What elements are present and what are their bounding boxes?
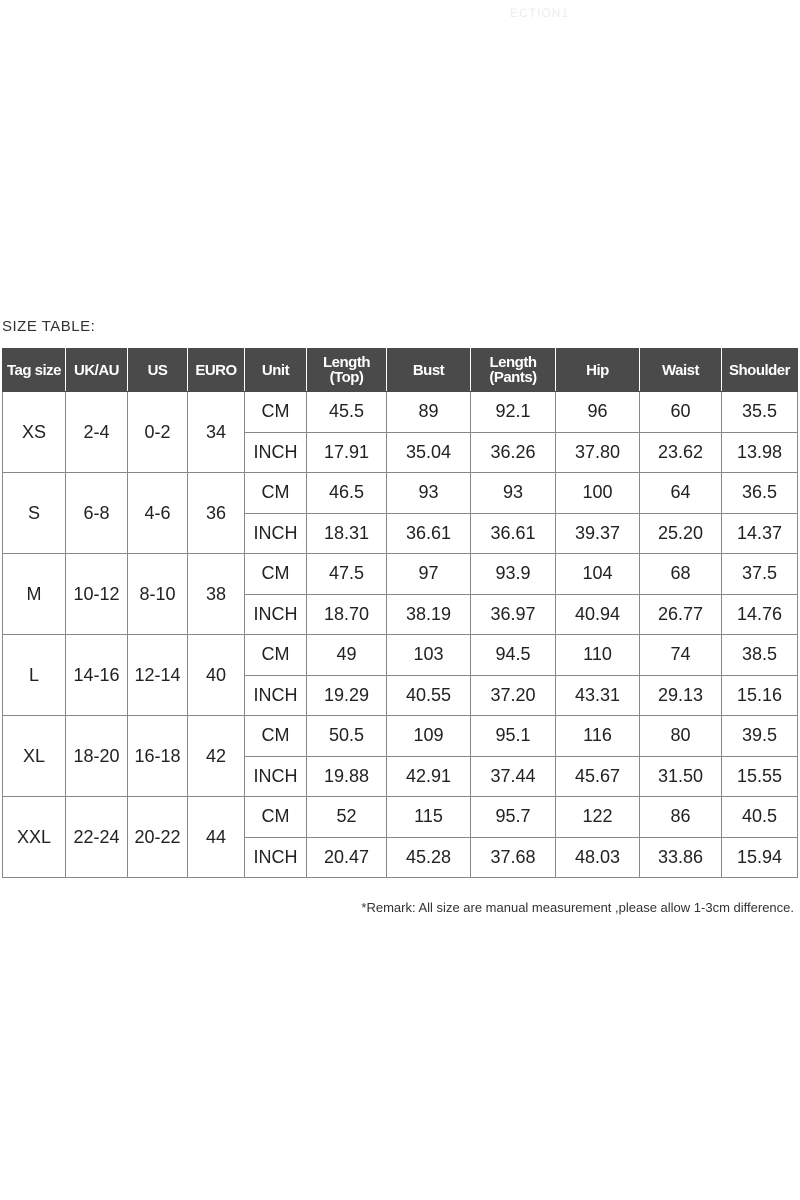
cell-euro: 40 (188, 635, 245, 716)
cell-hip: 40.94 (556, 594, 640, 635)
header-euro: EURO (188, 349, 245, 392)
cell-shoulder: 39.5 (722, 716, 798, 757)
cell-bust: 115 (387, 797, 471, 838)
cell-uk-au: 22-24 (66, 797, 128, 878)
cell-tag-size: M (3, 554, 66, 635)
cell-waist: 31.50 (640, 756, 722, 797)
cell-euro: 44 (188, 797, 245, 878)
cell-unit: INCH (245, 513, 307, 554)
header-waist: Waist (640, 349, 722, 392)
cell-length-pants: 37.44 (471, 756, 556, 797)
cell-tag-size: XS (3, 392, 66, 473)
cell-hip: 100 (556, 473, 640, 514)
table-row (3, 635, 798, 676)
cell-euro: 34 (188, 392, 245, 473)
cell-shoulder: 15.55 (722, 756, 798, 797)
cell-bust: 40.55 (387, 675, 471, 716)
cell-hip: 45.67 (556, 756, 640, 797)
cell-length-top: 46.5 (307, 473, 387, 514)
cell-length-pants: 93 (471, 473, 556, 514)
cell-length-pants: 94.5 (471, 635, 556, 676)
cell-euro: 42 (188, 716, 245, 797)
cell-hip: 48.03 (556, 837, 640, 878)
cell-us: 8-10 (128, 554, 188, 635)
cell-tag-size: XL (3, 716, 66, 797)
cell-unit: INCH (245, 432, 307, 473)
size-table (2, 348, 798, 878)
cell-length-top: 20.47 (307, 837, 387, 878)
cell-hip: 43.31 (556, 675, 640, 716)
cell-bust: 97 (387, 554, 471, 595)
cell-us: 0-2 (128, 392, 188, 473)
cell-uk-au: 14-16 (66, 635, 128, 716)
cell-waist: 25.20 (640, 513, 722, 554)
header-unit: Unit (245, 349, 307, 392)
cell-shoulder: 35.5 (722, 392, 798, 433)
cell-shoulder: 14.76 (722, 594, 798, 635)
cell-length-pants: 37.20 (471, 675, 556, 716)
header-tag-size: Tag size (3, 349, 66, 392)
cell-unit: CM (245, 554, 307, 595)
cell-length-top: 19.88 (307, 756, 387, 797)
cell-hip: 39.37 (556, 513, 640, 554)
cell-bust: 103 (387, 635, 471, 676)
cell-tag-size: S (3, 473, 66, 554)
header-us: US (128, 349, 188, 392)
header-length-pants (471, 349, 556, 392)
cell-hip: 96 (556, 392, 640, 433)
table-row (3, 473, 798, 514)
cell-shoulder: 38.5 (722, 635, 798, 676)
cell-bust: 35.04 (387, 432, 471, 473)
cell-us: 4-6 (128, 473, 188, 554)
cell-shoulder: 15.94 (722, 837, 798, 878)
header-length-pants-line2: (Pants) (489, 369, 537, 386)
cell-length-pants: 92.1 (471, 392, 556, 433)
cell-waist: 33.86 (640, 837, 722, 878)
header-length-pants-line1: Length (489, 354, 537, 371)
table-row (3, 797, 798, 838)
table-header (3, 349, 798, 392)
table-row (3, 554, 798, 595)
cell-length-top: 17.91 (307, 432, 387, 473)
cell-length-pants: 93.9 (471, 554, 556, 595)
cell-unit: INCH (245, 837, 307, 878)
cell-length-pants: 95.7 (471, 797, 556, 838)
cell-length-pants: 95.1 (471, 716, 556, 757)
cell-length-top: 18.31 (307, 513, 387, 554)
cell-unit: CM (245, 392, 307, 433)
cell-unit: CM (245, 716, 307, 757)
table-body (3, 392, 798, 878)
header-bust: Bust (387, 349, 471, 392)
cell-shoulder: 36.5 (722, 473, 798, 514)
cell-bust: 93 (387, 473, 471, 514)
cell-bust: 89 (387, 392, 471, 433)
cell-unit: INCH (245, 675, 307, 716)
cell-us: 20-22 (128, 797, 188, 878)
cell-bust: 36.61 (387, 513, 471, 554)
cell-waist: 23.62 (640, 432, 722, 473)
cell-uk-au: 6-8 (66, 473, 128, 554)
cell-unit: CM (245, 635, 307, 676)
cell-hip: 110 (556, 635, 640, 676)
cell-bust: 45.28 (387, 837, 471, 878)
cell-shoulder: 37.5 (722, 554, 798, 595)
cell-tag-size: L (3, 635, 66, 716)
cell-bust: 38.19 (387, 594, 471, 635)
cell-waist: 60 (640, 392, 722, 433)
header-length-top-line1: Length (323, 354, 370, 371)
table-row (3, 716, 798, 757)
cell-bust: 109 (387, 716, 471, 757)
table-row (3, 392, 798, 433)
header-shoulder: Shoulder (722, 349, 798, 392)
cell-hip: 37.80 (556, 432, 640, 473)
cell-uk-au: 18-20 (66, 716, 128, 797)
header-length-top (307, 349, 387, 392)
cell-length-top: 18.70 (307, 594, 387, 635)
cell-waist: 26.77 (640, 594, 722, 635)
cell-us: 12-14 (128, 635, 188, 716)
cell-unit: INCH (245, 756, 307, 797)
cell-tag-size: XXL (3, 797, 66, 878)
cell-bust: 42.91 (387, 756, 471, 797)
cell-shoulder: 15.16 (722, 675, 798, 716)
cell-uk-au: 2-4 (66, 392, 128, 473)
cell-length-top: 19.29 (307, 675, 387, 716)
cell-unit: CM (245, 473, 307, 514)
cell-shoulder: 13.98 (722, 432, 798, 473)
header-row (3, 349, 798, 392)
cell-length-pants: 36.97 (471, 594, 556, 635)
cell-waist: 86 (640, 797, 722, 838)
size-table-title: SIZE TABLE: (2, 318, 96, 335)
faint-section-label: ECTION1 (510, 6, 570, 20)
cell-waist: 80 (640, 716, 722, 757)
remark-note: *Remark: All size are manual measurement ,please allow 1-3cm difference. (361, 900, 794, 915)
cell-waist: 29.13 (640, 675, 722, 716)
cell-length-pants: 36.61 (471, 513, 556, 554)
cell-euro: 36 (188, 473, 245, 554)
cell-uk-au: 10-12 (66, 554, 128, 635)
cell-length-pants: 37.68 (471, 837, 556, 878)
cell-waist: 74 (640, 635, 722, 676)
cell-length-pants: 36.26 (471, 432, 556, 473)
cell-hip: 104 (556, 554, 640, 595)
cell-hip: 122 (556, 797, 640, 838)
cell-length-top: 45.5 (307, 392, 387, 433)
cell-waist: 64 (640, 473, 722, 514)
cell-shoulder: 14.37 (722, 513, 798, 554)
header-length-top-line2: (Top) (329, 369, 364, 386)
cell-length-top: 50.5 (307, 716, 387, 757)
cell-hip: 116 (556, 716, 640, 757)
cell-waist: 68 (640, 554, 722, 595)
header-hip: Hip (556, 349, 640, 392)
cell-length-top: 52 (307, 797, 387, 838)
cell-euro: 38 (188, 554, 245, 635)
cell-shoulder: 40.5 (722, 797, 798, 838)
cell-unit: CM (245, 797, 307, 838)
cell-unit: INCH (245, 594, 307, 635)
cell-length-top: 49 (307, 635, 387, 676)
cell-us: 16-18 (128, 716, 188, 797)
header-uk-au: UK/AU (66, 349, 128, 392)
cell-length-top: 47.5 (307, 554, 387, 595)
